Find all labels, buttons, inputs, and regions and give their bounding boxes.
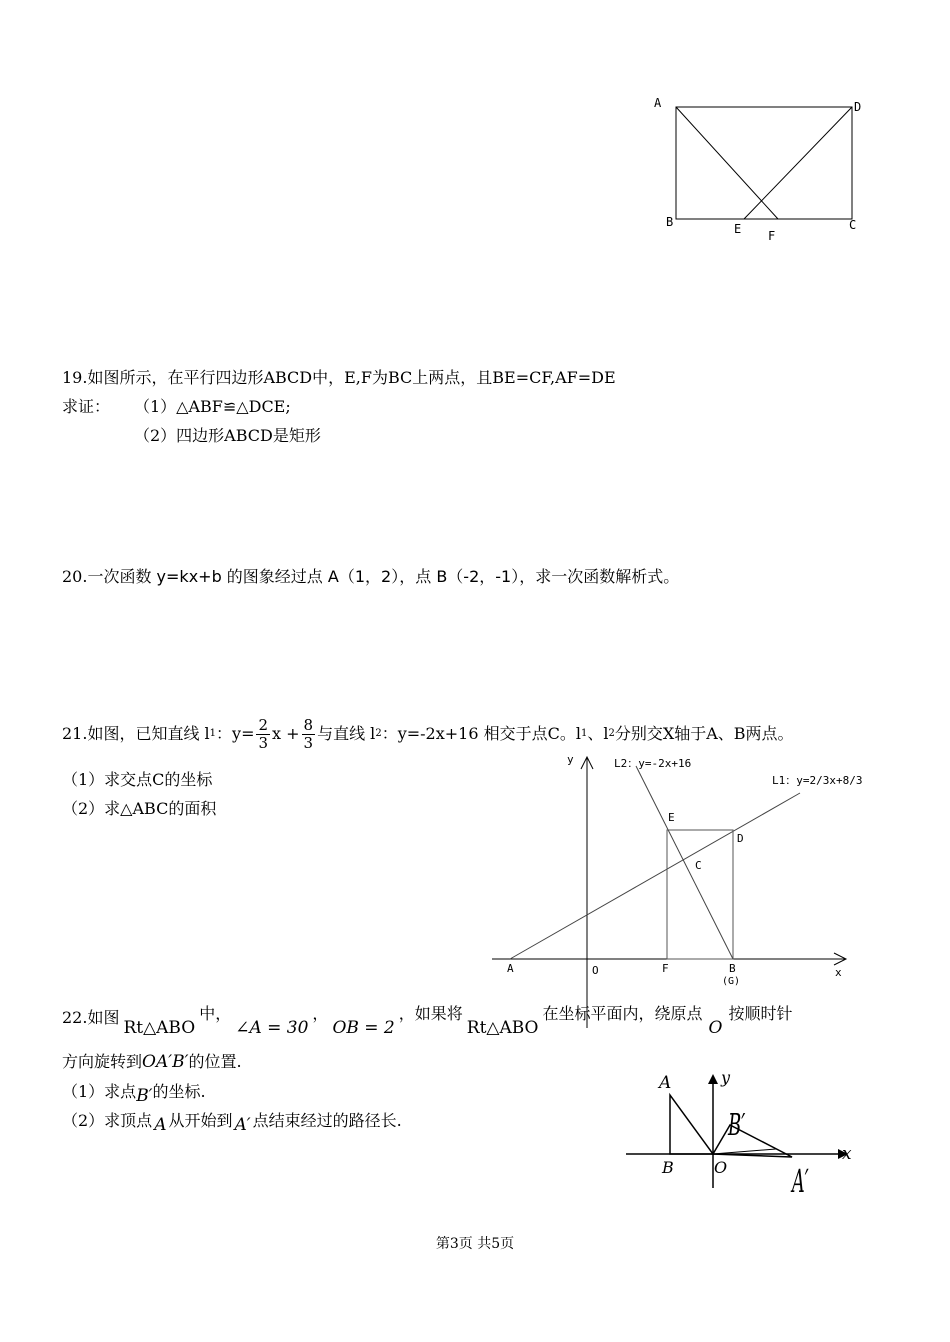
q20-point-b: B（-2，-1） [436,567,520,586]
q20-post: ，求一次函数解析式。 [519,567,680,586]
q22-fig-a: A [659,1073,672,1093]
graph-label-a: A [507,962,514,975]
q21-post: 分别交X轴于A、B两点。 [614,724,794,743]
graph-label-f: F [662,962,669,975]
q22-post: 按顺时针 [728,1004,793,1023]
label-c: C [849,218,857,232]
graph-label-b: B [729,962,736,975]
frac1-denominator: 3 [258,733,269,752]
q22-fig-y: y [721,1068,731,1087]
q20-comma: ，点 [399,567,437,586]
graph-y-label: y [567,753,574,766]
q22-part2-a2: A′ [234,1115,251,1135]
q21-sub1: 1 [209,728,217,739]
q20-point-a: A（1，2） [327,567,400,586]
q22-mid: ，如果将 [398,1004,463,1023]
frac1-numerator: 2 [258,715,269,734]
q19-part1: （1）△ABF≌△DCE; [134,397,291,416]
graph-l2-label: L2：y=-2x+16 [614,757,692,770]
q22-o: O [708,1018,723,1038]
graph-label-e: E [668,811,675,824]
label-e: E [734,222,742,236]
q22-tri2: Rt△ABO [466,1018,539,1038]
q22-fig-b2: B′ [728,1108,746,1143]
q22-zhong: 中， [199,1004,232,1023]
q22-angle: ∠A = 30 [235,1018,309,1038]
q20-mid: 的图象经过点 [221,567,328,586]
q22-y-arrow [708,1074,718,1084]
q21-colon: ：y= [216,724,255,743]
graph-label-d: D [737,832,744,845]
frac2-numerator: 8 [303,715,314,734]
q21-line2-eq: ：y=-2x+16 相交于点C。l [381,724,581,743]
q22-part2-pre: （2）求顶点 [62,1111,153,1130]
triangle-abo [670,1095,713,1154]
q21-part2: （2）求△ABC的面积 [62,799,217,818]
q22-pre: 22.如图 [62,1008,120,1027]
label-d: D [854,100,862,114]
label-b: B [666,215,674,229]
graph-label-g: (G) [722,976,741,987]
q22-part2-a: A [154,1115,167,1135]
q19-title: 19.如图所示，在平行四边形ABCD中，E,F为BC上两点，且BE=CF,AF=DE [62,368,616,387]
q21-x-plus: x + [272,724,300,743]
q21-line2: 与直线 l [317,724,376,743]
triangle-oa2b2 [713,1125,792,1157]
q22-mid2: 在坐标平面内，绕原点 [542,1004,703,1023]
q22-tri: Rt△ABO [123,1018,196,1038]
q22-line2-post: 的位置. [188,1052,242,1071]
q22-comma1: ， [312,1004,329,1023]
frac2-denominator: 3 [303,733,314,752]
q22-fig-a2: A′ [792,1162,809,1200]
q21-part1: （1）求交点C的坐标 [62,770,213,789]
graph-x-label: x [835,966,842,979]
graph-l1-label: L1：y=2/3x+8/3 [772,774,863,787]
label-a: A [654,96,662,110]
q22-part2-mid: 从开始到 [168,1111,233,1130]
q22-part1-pre: （1）求点 [62,1082,137,1101]
q21-sub2: 2 [375,728,382,739]
graph-label-c: C [695,859,702,872]
q20-expr: y=kx+b [156,567,222,586]
q19-part2: （2）四边形ABCD是矩形 [134,426,321,445]
q22-part1-b: B′ [136,1086,153,1106]
q22-line2-pre: 方向旋转到 [62,1052,143,1071]
q22-part1-post: 的坐标. [152,1082,206,1101]
q21-sub3: 1 [580,728,588,739]
q19-prove-label: 求证： [62,397,111,416]
q22-fig-b: B [662,1158,674,1177]
q21-pre: 21.如图，已知直线 l [62,724,210,743]
q20-pre: 20.一次函数 [62,567,157,586]
q22-oab: OA′B′ [142,1052,189,1072]
label-f: F [768,229,776,243]
q21-sep: 、l [587,724,609,743]
page-footer: 第3页 共5页 [435,1236,515,1252]
q22-fig-o: O [714,1158,728,1177]
q22-part2-post: 点结束经过的路径长. [252,1111,402,1130]
q21-sub4: 2 [608,728,615,739]
q22-fig-x: x [842,1144,852,1164]
q22-ob: OB = 2 [332,1018,395,1038]
graph-label-o: O [592,964,599,977]
